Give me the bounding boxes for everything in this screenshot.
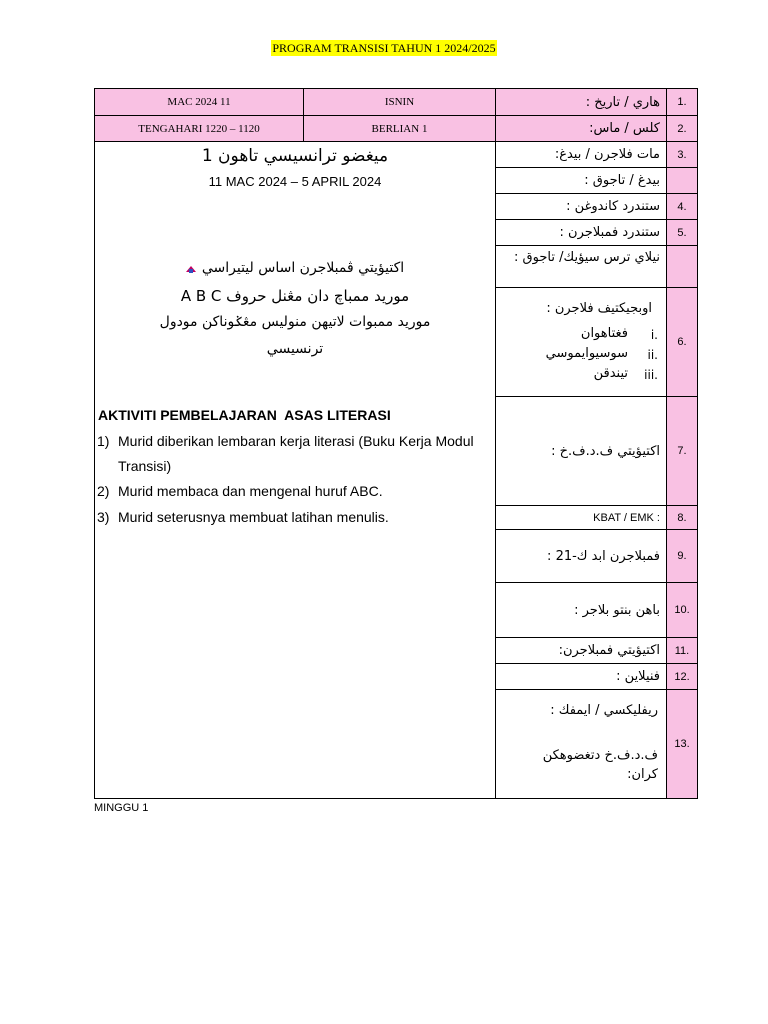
- row-number-6: 6.: [666, 287, 698, 397]
- objective-marker-1: i.: [650, 328, 658, 342]
- module-title: ميغضو ترانسيسي تاهون 1: [201, 146, 389, 166]
- row-number-13: 13.: [666, 689, 698, 799]
- row-number-3b: [666, 167, 698, 194]
- label-learning-activity: اكتيؤيتي فمبلاجرن:: [495, 637, 667, 664]
- row-number-11: 11.: [666, 637, 698, 664]
- activity-item-3: [97, 505, 492, 530]
- activity-text-1: Murid diberikan lembaran kerja literasi (Buku Kerja Modul Transisi): [118, 433, 474, 474]
- objective-item-1: فغتاهوان: [580, 326, 628, 341]
- label-subject: مات فلاجرن / بيدغ:: [495, 141, 667, 168]
- label-topic: بيدغ / تاجوق :: [495, 167, 667, 194]
- activity-text-3: Murid seterusnya membuat latihan menulis.: [118, 509, 389, 525]
- document-title: PROGRAM TRANSISI TAHUN 1 2024/2025: [272, 41, 496, 55]
- header-time-cell: TENGAHARI 1220 – 1120: [94, 115, 304, 142]
- row-number-5b: [666, 245, 698, 288]
- row-number-10: 10.: [666, 582, 698, 638]
- label-objectives: اوبجيكتيف فلاجرن :: [546, 301, 652, 316]
- literacy-line-4: ترنسيسي: [266, 341, 324, 357]
- header-label-class: كلس / ماس:: [495, 115, 667, 142]
- objective-item-3: تيندقن: [593, 366, 628, 381]
- label-learning-standard: ستندرد فمبلاجرن :: [495, 219, 667, 246]
- week-footer: MINGGU 1: [94, 802, 149, 814]
- header-label-day-date: هاري / تاريخ :: [495, 88, 667, 116]
- module-date-range: 11 MAC 2024 – 5 APRIL 2024: [208, 174, 382, 189]
- activity-heading: AKTIVITI PEMBELAJARAN ASAS LITERASI: [98, 407, 391, 423]
- activity-number-2: 2): [97, 483, 110, 499]
- row-number-7: 7.: [666, 396, 698, 506]
- row-number-12: 12.: [666, 663, 698, 690]
- row-number-3: 3.: [666, 141, 698, 168]
- row-number-9: 9.: [666, 529, 698, 583]
- bullet-icon: [186, 263, 196, 273]
- label-teaching-aids: باهن بنتو بلاجر :: [495, 582, 667, 638]
- activity-item-1: [97, 429, 492, 479]
- objective-marker-2: ii.: [647, 348, 658, 362]
- activity-number-3: 3): [97, 509, 110, 525]
- row-number-2: 2.: [666, 115, 698, 142]
- header-date-cell: MAC 2024 11: [94, 88, 304, 116]
- objective-item-2: سوسيوايموسي: [545, 346, 628, 361]
- row-number-5: 5.: [666, 219, 698, 246]
- label-pdpc-activity: اكتيؤيتي ف.د.ف.خ :: [495, 396, 667, 506]
- activity-number-1: 1): [97, 433, 110, 449]
- label-21st-century: فمبلاجرن ابد ك-21 :: [495, 529, 667, 583]
- header-class-cell: BERLIAN 1: [303, 115, 496, 142]
- label-assessment: فنيلاين :: [495, 663, 667, 690]
- label-values: نيلاي ترس سيؤيك/ تاجوق :: [495, 245, 667, 288]
- header-day-cell: ISNIN: [303, 88, 496, 116]
- label-kbat-emk: KBAT / EMK :: [495, 505, 667, 530]
- objective-marker-3: iii.: [644, 368, 658, 382]
- row-number-1: 1.: [666, 88, 698, 116]
- label-content-standard: ستندرد كاندوغن :: [495, 193, 667, 220]
- literacy-line-3: موريد ممبوات لاتيهن منوليس مڠݢوناكن مودول: [159, 314, 431, 330]
- label-reflection: ريفليكسي / ايمفك :: [550, 703, 658, 718]
- literacy-line-1: اكتيؤيتي ڤمبلاجرن اساس ليتيراسي: [100, 260, 490, 276]
- activity-text-2: Murid membaca dan mengenal huruf ABC.: [118, 483, 383, 499]
- literacy-line-2: موريد ممباچ دان مڠنل حروف A B C: [180, 287, 410, 305]
- row-number-8: 8.: [666, 505, 698, 530]
- label-reflection-detail: ف.د.ف.خ دتغضوهكن كران:: [542, 748, 658, 782]
- activity-item-2: [97, 479, 492, 504]
- row-number-4: 4.: [666, 193, 698, 220]
